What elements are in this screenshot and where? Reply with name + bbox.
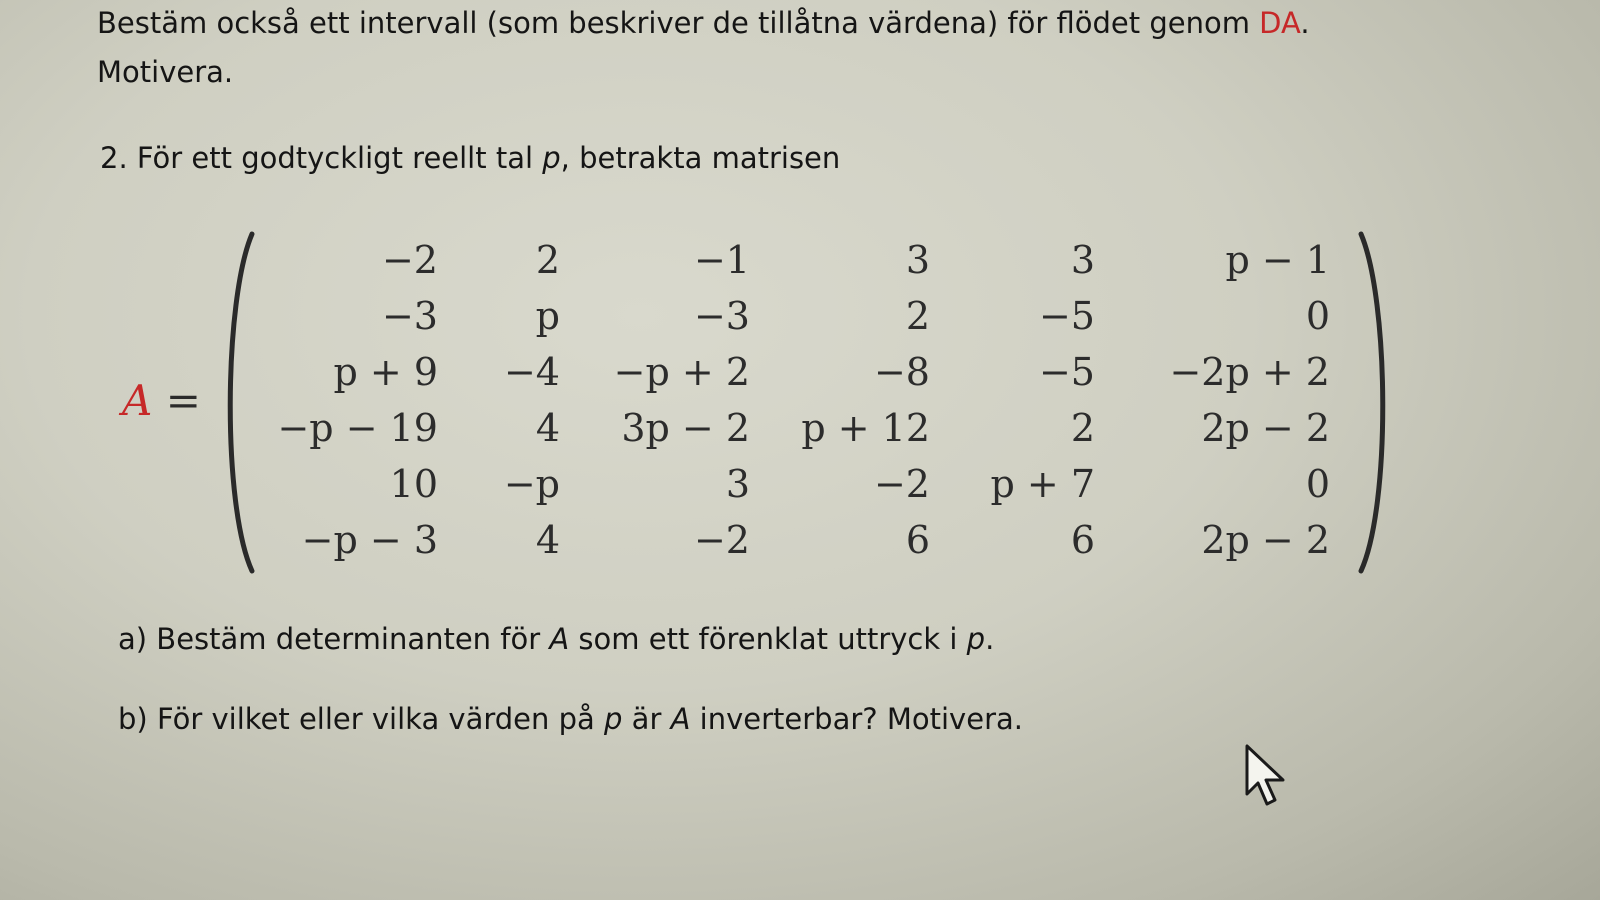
matrix-cell: 2 [905,294,930,338]
matrix-cell: 2p − 2 [1201,406,1330,450]
matrix-cell: −5 [1038,350,1095,394]
matrix-cell: 3p − 2 [621,406,750,450]
question-part-a [118,622,994,656]
mouse-pointer-icon [1243,744,1293,808]
part-a-suffix: . [985,622,995,656]
matrix-cell: 6 [905,518,930,562]
matrix-cell: −2 [873,462,930,506]
matrix-cell: −8 [873,350,930,394]
matrix-cell: −2 [693,518,750,562]
matrix-cell: 0 [1305,294,1330,338]
part-a-prefix: a) Bestäm determinanten för [118,622,550,656]
part-a-middle: som ett förenklat uttryck i [569,622,967,656]
intro-line-1-period: . [1300,6,1310,40]
matrix-cell: 3 [1070,238,1095,282]
matrix-A [270,236,1345,566]
matrix-cell: 3 [905,238,930,282]
part-b-middle: är [622,702,671,736]
matrix-cell: p + 12 [801,406,930,450]
question-2-heading [100,141,840,175]
matrix-cell: −p + 2 [613,350,750,394]
matrix-cell: −2 [381,238,438,282]
matrix-cell: −p − 19 [277,406,438,450]
matrix-cell: p − 1 [1225,238,1330,282]
flow-edge-label: DA [1259,6,1301,40]
matrix-left-parenthesis [218,230,258,575]
matrix-cell: 4 [535,406,560,450]
matrix-name: A [122,376,153,425]
matrix-cell: 0 [1305,462,1330,506]
matrix-cell: 6 [1070,518,1095,562]
question-part-b [118,702,1023,736]
matrix-cell: −2p + 2 [1169,350,1330,394]
matrix-cell: −3 [693,294,750,338]
matrix-cell: p + 9 [333,350,438,394]
question-2-suffix: , betrakta matrisen [560,141,841,175]
matrix-label [122,376,201,425]
intro-line-1 [97,6,1310,40]
matrix-cell: 10 [389,462,438,506]
part-b-suffix: inverterbar? Motivera. [690,702,1023,736]
matrix-cell: 2 [535,238,560,282]
matrix-cell: 4 [535,518,560,562]
part-b-var-A: A [670,702,691,736]
part-a-var-A: A [549,622,570,656]
matrix-cell: 2p − 2 [1201,518,1330,562]
matrix-cell: 2 [1070,406,1095,450]
intro-line-2: Motivera. [97,55,234,89]
matrix-cell: −p [503,462,560,506]
matrix-right-parenthesis [1355,230,1395,575]
matrix-cell: −4 [503,350,560,394]
question-2-prefix: 2. För ett godtyckligt reellt tal [100,141,543,175]
part-a-var-p: p [966,622,986,656]
matrix-equals: = [152,376,201,425]
matrix-cell: p + 7 [990,462,1095,506]
part-b-prefix: b) För vilket eller vilka värden på [118,702,605,736]
matrix-cell: −1 [693,238,750,282]
intro-line-1-text: Bestäm också ett intervall (som beskriver de tillåtna värdena) för flödet genom [97,6,1260,40]
matrix-cell: 3 [725,462,750,506]
part-b-var-p: p [604,702,623,736]
question-2-variable: p [542,141,561,175]
matrix-cell: −p − 3 [301,518,438,562]
matrix-cell: −5 [1038,294,1095,338]
matrix-cell: p [535,294,560,338]
matrix-cell: −3 [381,294,438,338]
